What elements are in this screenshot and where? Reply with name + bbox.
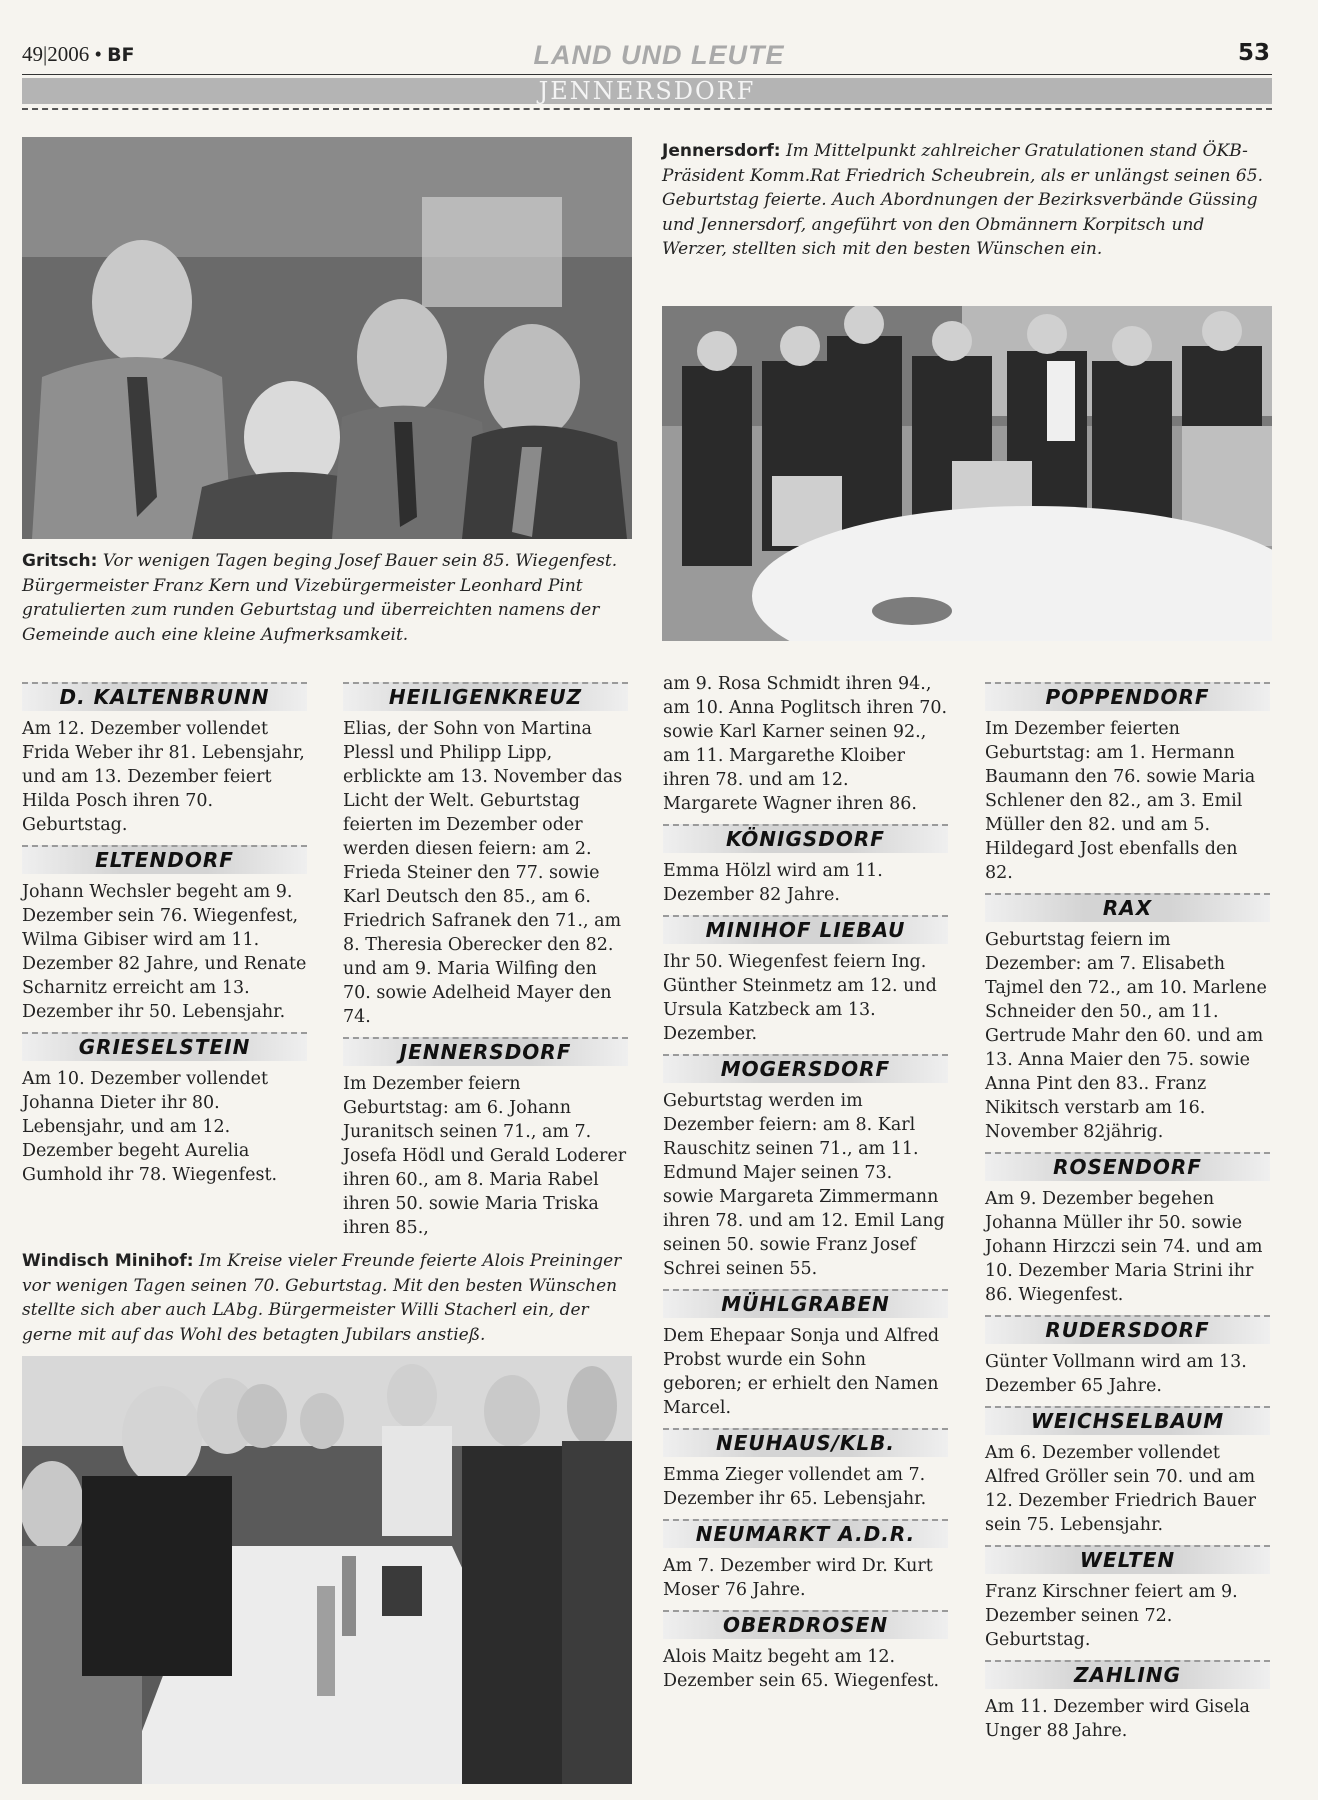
- header-bullet: •: [94, 42, 102, 66]
- section-body: Am 10. Dezember vollendet Johanna Dieter ihr 80. Lebensjahr, und am 12. Dezember begeht Aurelia Gumhold ihr 78. Wiegenfest.: [22, 1069, 278, 1185]
- section-muehlgraben: [663, 1289, 948, 1420]
- section-heading: POPPENDORF: [985, 682, 1270, 711]
- section-heading: RAX: [985, 893, 1270, 922]
- section-body-continued: am 9. Rosa Schmidt ihren 94., am 10. Anna Poglitsch ihren 70. sowie Karl Karner seinen 92., am 11. Margarethe Kloiber ihren 78. und am 12. Margarete Wagner ihren 86.: [663, 674, 948, 814]
- section-poppendorf: [985, 682, 1270, 885]
- section-body: Emma Zieger vollendet am 7. Dezember ihr 65. Lebensjahr.: [663, 1465, 927, 1509]
- section-heading: OBERDROSEN: [663, 1610, 948, 1639]
- section-body: Im Dezember feiern Geburtstag: am 6. Johann Juranitsch seinen 71., am 7. Josefa Hödl und Gerald Loderer ihren 60., am 8. Maria Rabel ihren 50. sowie Maria Triska ihren 85.,: [343, 1074, 627, 1238]
- caption-place: Gritsch:: [22, 551, 98, 571]
- section-eltendorf: [22, 845, 307, 1024]
- section-d-kaltenbrunn: [22, 682, 307, 837]
- photo-gritsch: [22, 137, 632, 539]
- section-heading: D. KALTENBRUNN: [22, 682, 307, 711]
- section-jennersdorf: [343, 1037, 628, 1240]
- section-zahling: [985, 1660, 1270, 1743]
- section-body: Dem Ehepaar Sonja und Alfred Probst wurde ein Sohn geboren; er erhielt den Namen Marcel.: [663, 1326, 940, 1418]
- section-body: Günter Vollmann wird am 13. Dezember 65 Jahre.: [985, 1352, 1247, 1396]
- section-heading: KÖNIGSDORF: [663, 824, 948, 853]
- section-body: Am 7. Dezember wird Dr. Kurt Moser 76 Jahre.: [663, 1556, 933, 1600]
- section-minihof-liebau: [663, 915, 948, 1046]
- caption-text: Im Mittelpunkt zahlreicher Gratulationen stand ÖKB-Präsident Komm.Rat Friedrich Scheubrein, als er unlängst seinen 65. Geburtstag feierte. Auch Abordnungen der Bezirksverbände Güssing und Jennersdorf, angeführt von den Obmännern Korpitsch und Werzer, stellten sich mit den besten Wünschen ein.: [662, 141, 1263, 259]
- section-rax: [985, 893, 1270, 1144]
- caption-jennersdorf: [662, 139, 1272, 262]
- section-neumarkt-adr: [663, 1519, 948, 1602]
- caption-gritsch: [22, 549, 632, 647]
- publication-name: BF: [107, 44, 135, 66]
- section-body: Am 9. Dezember begehen Johanna Müller ihr 50. sowie Johann Hirzczi sein 74. und am 10. Dezember Maria Strini ihr 86. Wiegenfest.: [985, 1189, 1263, 1305]
- section-heading: MOGERSDORF: [663, 1054, 948, 1083]
- section-body: Franz Kirschner feiert am 9. Dezember seinen 72. Geburtstag.: [985, 1582, 1238, 1650]
- section-body: Emma Hölzl wird am 11. Dezember 82 Jahre.: [663, 861, 883, 905]
- caption-text: Im Kreise vieler Freunde feierte Alois Preininger vor wenigen Tagen seinen 70. Geburtstag. Mit den besten Wünschen stellte sich aber auch LAbg. Bürgermeister Willi Stacherl ein, der gerne mit auf das Wohl des betagten Jubilars anstieß.: [22, 1251, 622, 1345]
- section-koenigsdorf: [663, 824, 948, 907]
- section-body: Geburtstag feiern im Dezember: am 7. Elisabeth Tajmel den 72., am 10. Marlene Schneider den 50., am 11. Gertrude Mahr den 60. und am 13. Anna Maier den 75. sowie Anna Pint den 83.. Franz Nikitsch verstarb am 16. November 82jährig.: [985, 930, 1267, 1142]
- section-weichselbaum: [985, 1406, 1270, 1537]
- section-heading: WEICHSELBAUM: [985, 1406, 1270, 1435]
- header-dashed-rule: [22, 108, 1272, 110]
- section-body: Johann Wechsler begeht am 9. Dezember sein 76. Wiegenfest, Wilma Gibiser wird am 11. Dezember 82 Jahre, und Renate Scharnitz erreicht am 13. Dezember ihr 50. Lebensjahr.: [22, 882, 307, 1022]
- section-heading: NEUMARKT A.D.R.: [663, 1519, 948, 1548]
- section-heiligenkreuz: [343, 682, 628, 1029]
- section-heading: ROSENDORF: [985, 1152, 1270, 1181]
- issue-number: 49|2006: [22, 42, 90, 66]
- photo-jennersdorf-oekb: [662, 306, 1272, 641]
- section-body: Alois Maitz begeht am 12. Dezember sein 65. Wiegenfest.: [663, 1647, 940, 1691]
- section-welten: [985, 1545, 1270, 1652]
- section-heading: ELTENDORF: [22, 845, 307, 874]
- section-neuhaus-klb: [663, 1428, 948, 1511]
- section-heading: HEILIGENKREUZ: [343, 682, 628, 711]
- page-number: 53: [1237, 40, 1270, 66]
- section-body: Elias, der Sohn von Martina Plessl und Philipp Lipp, erblickte am 13. November das Licht der Welt. Geburtstag feierten im Dezember oder werden diesen feiern: am 2. Frieda Steiner den 77. sowie Karl Deutsch den 85., am 6. Friedrich Safranek den 71., am 8. Theresia Oberecker den 82. und am 9. Maria Wilfing den 70. sowie Adelheid Mayer den 74.: [343, 719, 623, 1027]
- section-heading: ZAHLING: [985, 1660, 1270, 1689]
- region-banner: JENNERSDORF: [22, 78, 1272, 104]
- caption-place: Windisch Minihof:: [22, 1251, 194, 1271]
- caption-windisch-minihof: [22, 1249, 632, 1347]
- header-rule: [22, 74, 1272, 75]
- section-heading: GRIESELSTEIN: [22, 1032, 307, 1061]
- section-body: Im Dezember feierten Geburtstag: am 1. Hermann Baumann den 76. sowie Maria Schlener den 82., am 3. Emil Müller den 82. und am 5. Hildegard Jost ebenfalls den 82.: [985, 719, 1256, 883]
- section-body: Geburtstag werden im Dezember feiern: am 8. Karl Rauschitz seinen 71., am 11. Edmund Majer seinen 73. sowie Margareta Zimmermann ihren 78. und am 12. Emil Lang seinen 50. sowie Franz Josef Schrei seinen 55.: [663, 1091, 945, 1279]
- section-heading: WELTEN: [985, 1545, 1270, 1574]
- section-heading: RUDERSDORF: [985, 1315, 1270, 1344]
- column-1: [22, 670, 307, 1189]
- section-rudersdorf: [985, 1315, 1270, 1398]
- photo-windisch-minihof: [22, 1356, 632, 1784]
- section-title: LAND UND LEUTE: [533, 40, 785, 70]
- section-body: Am 11. Dezember wird Gisela Unger 88 Jahre.: [985, 1697, 1250, 1741]
- section-body: Am 6. Dezember vollendet Alfred Gröller sein 70. und am 12. Dezember Friedrich Bauer sein 75. Lebensjahr.: [985, 1443, 1256, 1535]
- column-4: [985, 670, 1270, 1745]
- column-2: [343, 670, 628, 1242]
- section-grieselstein: [22, 1032, 307, 1187]
- section-heading: NEUHAUS/KLB.: [663, 1428, 948, 1457]
- column-3: [663, 672, 948, 1695]
- caption-place: Jennersdorf:: [662, 141, 781, 161]
- section-body: Ihr 50. Wiegenfest feiern Ing. Günther Steinmetz am 12. und Ursula Katzbeck am 13. Dezember.: [663, 952, 937, 1044]
- section-heading: MINIHOF LIEBAU: [663, 915, 948, 944]
- section-rosendorf: [985, 1152, 1270, 1307]
- section-heading: JENNERSDORF: [343, 1037, 628, 1066]
- section-oberdrosen: [663, 1610, 948, 1693]
- section-body: Am 12. Dezember vollendet Frida Weber ihr 81. Lebensjahr, und am 13. Dezember feiert Hilda Posch ihren 70. Geburtstag.: [22, 719, 305, 835]
- section-mogersdorf: [663, 1054, 948, 1281]
- section-heading: MÜHLGRABEN: [663, 1289, 948, 1318]
- caption-text: Vor wenigen Tagen beging Josef Bauer sein 85. Wiegenfest. Bürgermeister Franz Kern und Vizebürgermeister Leonhard Pint gratulierten zum runden Geburtstag und überreichten namens der Gemeinde auch eine kleine Aufmerksamkeit.: [22, 551, 618, 645]
